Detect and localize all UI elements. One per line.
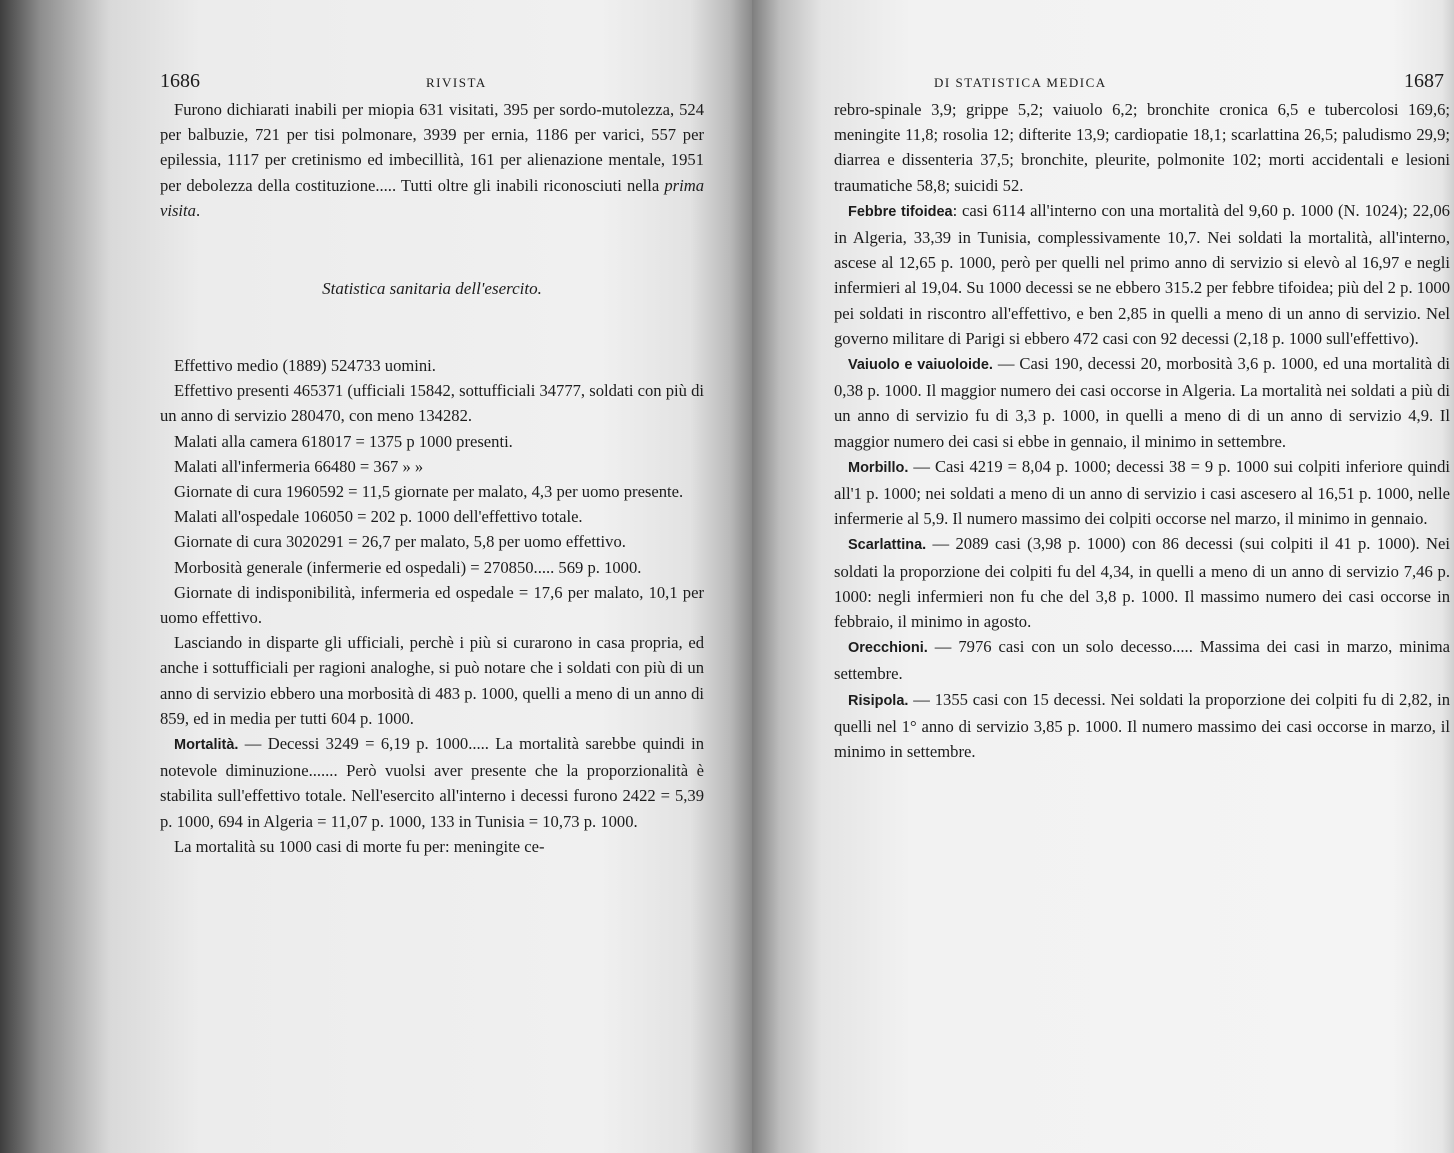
- mortalita-paragraph: [160, 731, 704, 834]
- mortalita-heading: Mortalità.: [174, 737, 239, 754]
- entry-text: — 1355 casi con 15 decessi. Nei soldati la proporzione dei colpiti fu di 2,82, in quelli nel 1° anno di servizio 3,85 p. 1000. Il numero massimo dei casi occorse in marzo, il minimo in settembre.: [834, 689, 1450, 762]
- entry-scarlattina: [834, 531, 1450, 634]
- entry-heading: Orecchioni.: [848, 640, 928, 657]
- mortalita-text: — Decessi 3249 = 6,19 p. 1000..... La mortalità sarebbe quindi in notevole diminuzione....... Però vuolsi aver presente che la proporzionalità è stabilita sull'effettivo totale. Nell'esercito all'interno i decessi furono 2422 = 5,39 p. 1000, 694 in Algeria = 11,07 p. 1000, 133 in Tunisia = 10,73 p. 1000.: [160, 734, 704, 831]
- entry-risipola: [834, 687, 1450, 765]
- left-running-header: [160, 70, 704, 93]
- right-page: [752, 0, 1454, 1153]
- paragraph: Malati all'ospedale 106050 = 202 p. 1000 dell'effettivo totale.: [174, 507, 583, 527]
- paragraph: Giornate di cura 3020291 = 26,7 per malato, 5,8 per uomo effettivo.: [174, 532, 626, 552]
- paragraph: Effettivo medio (1889) 524733 uomini.: [174, 356, 436, 376]
- paragraph: Lasciando in disparte gli ufficiali, perchè i più si curarono in casa propria, ed anche i sottufficiali per ragioni analoghe, si può notare che i soldati con più di un anno di servizio ebbero una morbosità di 483 p. 1000, quelli a meno di un anno di 859, ed in media per tutti 604 p. 1000.: [160, 633, 704, 728]
- entry-vaiuolo: [834, 351, 1450, 454]
- left-page-number: 1686: [160, 70, 200, 92]
- right-page-number: 1687: [1404, 70, 1444, 92]
- paragraph: Giornate di indisponibilità, infermeria ed ospedale = 17,6 per malato, 10,1 per uomo effettivo.: [160, 582, 704, 628]
- entry-text: : casi 6114 all'interno con una mortalità del 9,60 p. 1000 (N. 1024); 22,06 in Algeria, 33,39 in Tunisia, complessivamente 10,7. Nei soldati la mortalità, all'interno, ascese al 12,65 p. 1000, però per quelli nel primo anno di servizio si elevò al 16,97 e negli infermieri al 19,04. Su 1000 decessi se ne ebbero 315.2 per febbre tifoidea; più del 2 p. 1000 pei soldati in riscontro all'effettivo, e ben 2,85 in quelli a meno di un anno di servizio. Nel governo militare di Parigi si ebbero 472 casi con 92 decessi (2,18 p. 1000 sull'effettivo).: [834, 200, 1450, 348]
- paragraph: Malati all'infermeria 66480 = 367 » »: [174, 456, 424, 476]
- entry-heading: Risipola.: [848, 692, 909, 709]
- entry-heading: Morbillo.: [848, 459, 909, 476]
- right-running-head: DI STATISTICA MEDICA: [934, 75, 1107, 90]
- entry-febbre-tifoidea: [834, 198, 1450, 351]
- entry-text: — Casi 4219 = 8,04 p. 1000; decessi 38 = 9 p. 1000 sui colpiti inferiore quindi all'1 p. 1000; nei soldati a meno di un anno di servizio i casi ascesero al 16,51 p. 1000, nelle infermerie al 5,9. Il numero massimo dei colpiti occorse nel marzo, il minimo in gennaio.: [834, 456, 1450, 529]
- entry-text: — 7976 casi con un solo decesso..... Massima dei casi in marzo, minima settembre.: [834, 637, 1450, 684]
- paragraph: Effettivo presenti 465371 (ufficiali 15842, sottufficiali 34777, soldati con più di un anno di servizio 280470, con meno 134282.: [160, 381, 704, 426]
- intro-end: .: [195, 200, 201, 220]
- paragraph: Malati alla camera 618017 = 1375 p 1000 presenti.: [174, 431, 513, 451]
- entry-morbillo: [834, 454, 1450, 532]
- intro-paragraph: [160, 97, 704, 223]
- right-running-header: [834, 70, 1450, 93]
- last-paragraph: La mortalità su 1000 casi di morte fu per: meningite ce-: [174, 836, 545, 856]
- entry-text: — 2089 casi (3,98 p. 1000) con 86 decessi (sui colpiti il 41 p. 1000). Nei soldati la proporzione dei colpiti fu del 4,34, in quelli a meno di un anno di servizio 7,46 p. 1000: negli infermieri non fu che del 3,8 p. 1000. Il massimo numero dei casi occorse in febbraio, il minimo in agosto.: [834, 534, 1450, 632]
- entry-text: — Casi 190, decessi 20, morbosità 3,6 p. 1000, ed una mortalità di 0,38 p. 1000. Il maggior numero dei casi occorse in Algeria. La mortalità nei soldati a più di un anno di servizio fu di 3,3 p. 1000, in quelli a meno di di un anno di servizio 4,9. Il maggior numero dei casi si ebbe in gennaio, il minimo in settembre.: [834, 354, 1451, 451]
- entry-heading: Febbre tifoidea: [848, 203, 953, 220]
- entry-orecchioni: [834, 634, 1450, 686]
- paragraph: Morbosità generale (infermerie ed ospedali) = 270850..... 569 p. 1000.: [174, 557, 642, 577]
- entry-heading: Vaiuolo e vaiuoloide.: [848, 357, 993, 374]
- section-title: Statistica sanitaria dell'esercito.: [322, 279, 542, 299]
- paragraph: Giornate di cura 1960592 = 11,5 giornate per malato, 4,3 per uomo presente.: [174, 482, 684, 502]
- intro-italic: prima visita: [160, 175, 704, 220]
- entry-heading: Scarlattina.: [848, 537, 927, 554]
- intro-text: Furono dichiarati inabili per miopia 631 visitati, 395 per sordo-mutolezza, 524 per balbuzie, 721 per tisi polmonare, 3939 per ernia, 1186 per varici, 557 per epilessia, 1117 per cretinismo ed imbecillità, 161 per alienazione mentale, 1951 per debolezza della costituzione..... Tutti oltre gli inabili riconosciuti nella: [160, 100, 704, 195]
- left-running-head: RIVISTA: [426, 75, 487, 90]
- continuation-paragraph: rebro-spinale 3,9; grippe 5,2; vaiuolo 6,2; bronchite cronica 6,5 e tubercolosi 169,6; meningite 11,8; rosolia 12; difterite 13,9; cardiopatie 18,1; scarlattina 26,5; paludismo 29,9; diarrea e dissenteria 37,5; bronchite, pleurite, polmonite 102; morti accidentali e lesioni traumatiche 58,8; suicidi 52.: [834, 100, 1450, 195]
